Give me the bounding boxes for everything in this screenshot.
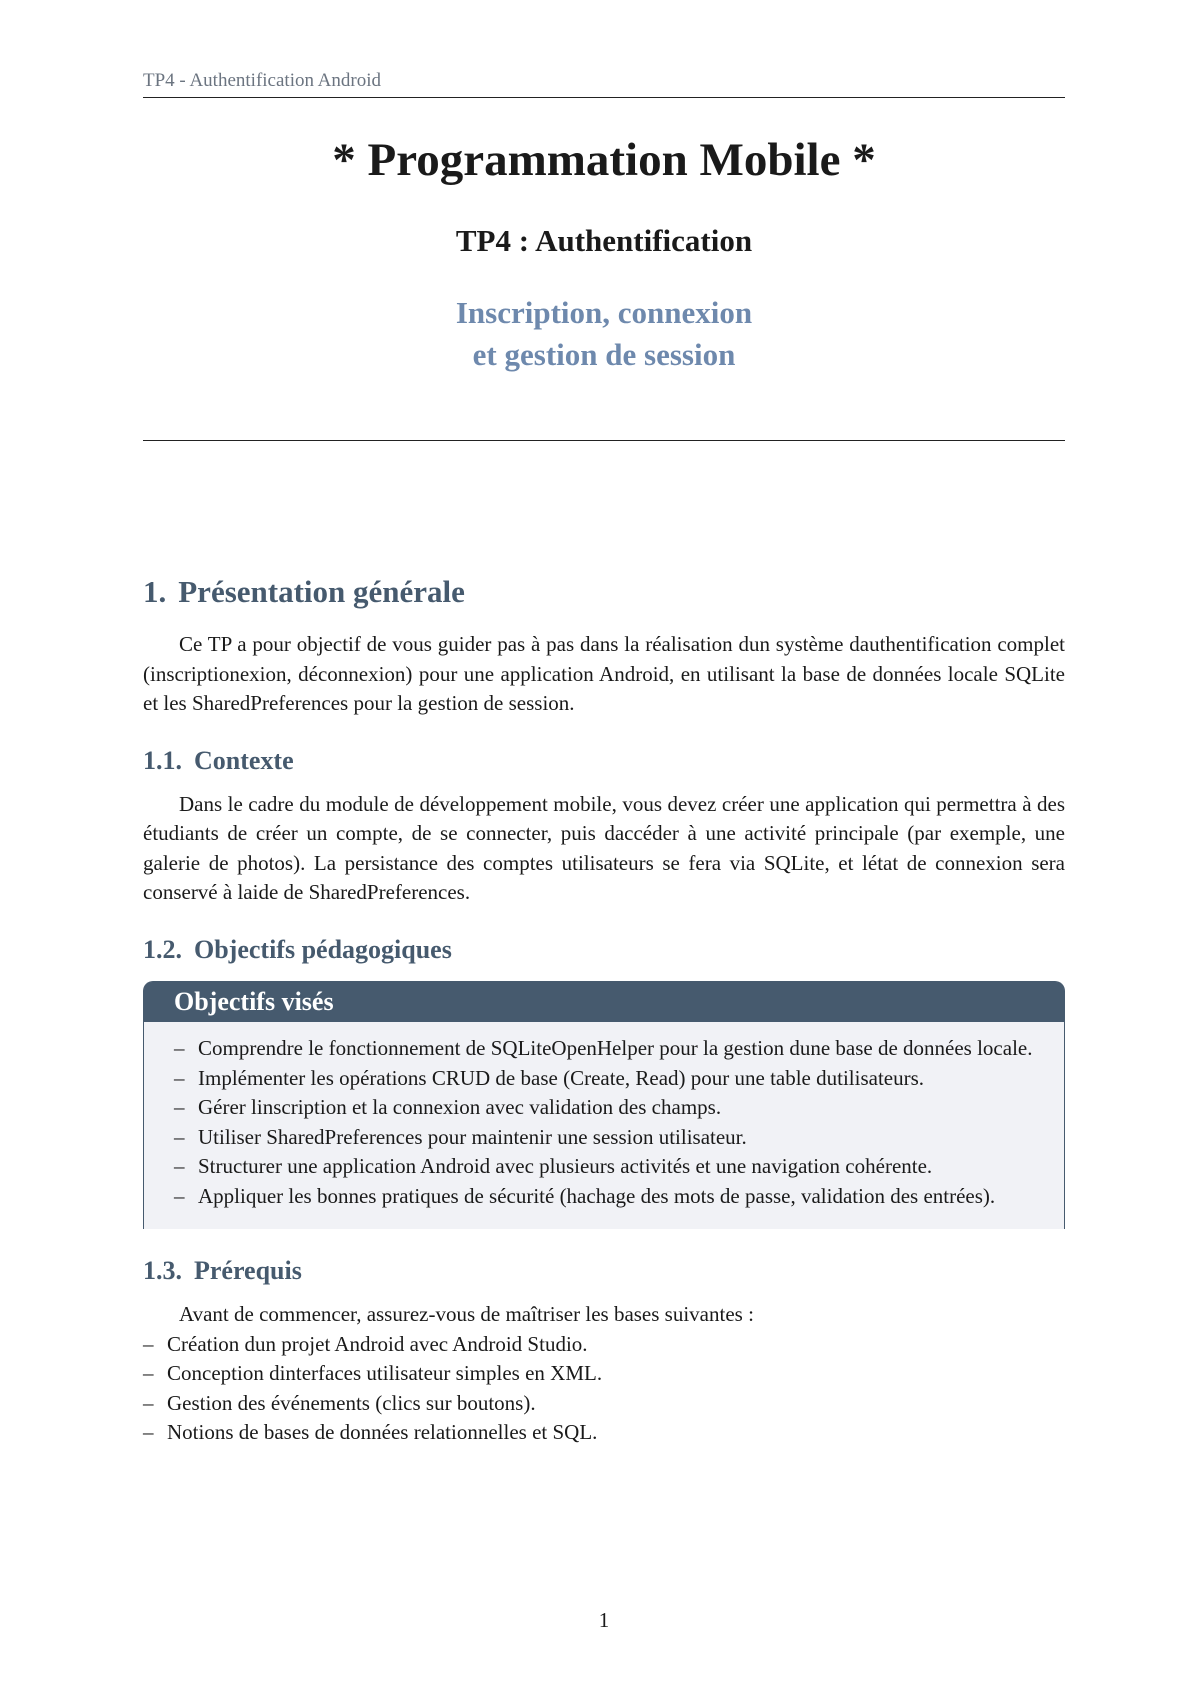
list-item: – Implémenter les opérations CRUD de base (Create, Read) pour une table dutilisateurs.	[174, 1064, 1034, 1094]
list-item: – Appliquer les bonnes pratiques de sécurité (hachage des mots de passe, validation des entrées).	[174, 1182, 1034, 1212]
title-block	[143, 132, 1065, 377]
section-title: Objectifs pédagogiques	[194, 934, 452, 964]
section-title: Contexte	[194, 745, 294, 775]
tagline-line-1: Inscription, connexion	[455, 294, 753, 330]
list-item: – Gestion des événements (clics sur boutons).	[143, 1389, 1065, 1419]
section-number: 1.	[143, 574, 167, 609]
document-page	[143, 0, 1065, 1696]
objectives-box-title: Objectifs visés	[144, 982, 1064, 1022]
section-heading-1-2	[143, 934, 1065, 965]
section-number: 1.2.	[143, 934, 182, 964]
main-title: * Programmation Mobile *	[332, 134, 876, 186]
section-title: Présentation générale	[178, 574, 465, 609]
objectives-box-body	[144, 1022, 1064, 1229]
section-heading-1	[143, 573, 1065, 610]
section-1-1-paragraph: Dans le cadre du module de développement mobile, vous devez créer une application qui permettra à des étudiants de créer un compte, de se connecter, puis daccéder à une activité principale (par exemple, une galerie de photos). La persistance des comptes utilisateurs se fera via SQLite, et létat de connexion sera conservé à laide de SharedPreferences.	[143, 791, 1065, 905]
section-number: 1.1.	[143, 745, 182, 775]
objectives-list	[174, 1034, 1034, 1211]
title-rule	[143, 440, 1065, 441]
tagline	[143, 292, 1065, 378]
tagline-line-2: et gestion de session	[472, 337, 736, 373]
content	[143, 573, 1065, 1448]
prereq-intro: Avant de commencer, assurez-vous de maîtriser les bases suivantes :	[179, 1302, 754, 1327]
list-item: – Notions de bases de données relationnelles et SQL.	[143, 1418, 1065, 1448]
section-number: 1.3.	[143, 1256, 182, 1286]
section-heading-1-3	[143, 1255, 1065, 1286]
list-item: – Utiliser SharedPreferences pour maintenir une session utilisateur.	[174, 1123, 1034, 1153]
page-number: 1	[598, 1608, 610, 1632]
objectives-box	[143, 981, 1065, 1229]
prereq-list	[143, 1330, 1065, 1448]
section-1-paragraph: Ce TP a pour objectif de vous guider pas à pas dans la réalisation dun système dauthentification complet (inscriptionexion, déconnexion) pour une application Android, en utilisant la base de données locale SQLite et les SharedPreferences pour la gestion de session.	[143, 632, 1065, 716]
list-item: – Création dun projet Android avec Android Studio.	[143, 1330, 1065, 1360]
header-rule	[143, 97, 1065, 98]
section-title: Prérequis	[194, 1256, 302, 1286]
section-heading-1-1	[143, 745, 1065, 776]
running-header: TP4 - Authentification Android	[143, 70, 382, 91]
list-item: – Gérer linscription et la connexion avec validation des champs.	[174, 1093, 1034, 1123]
list-item: – Structurer une application Android avec plusieurs activités et une navigation cohérente.	[174, 1152, 1034, 1182]
subtitle: TP4 : Authentification	[455, 223, 753, 259]
list-item: – Conception dinterfaces utilisateur simples en XML.	[143, 1359, 1065, 1389]
list-item: – Comprendre le fonctionnement de SQLiteOpenHelper pour la gestion dune base de données locale.	[174, 1034, 1034, 1064]
